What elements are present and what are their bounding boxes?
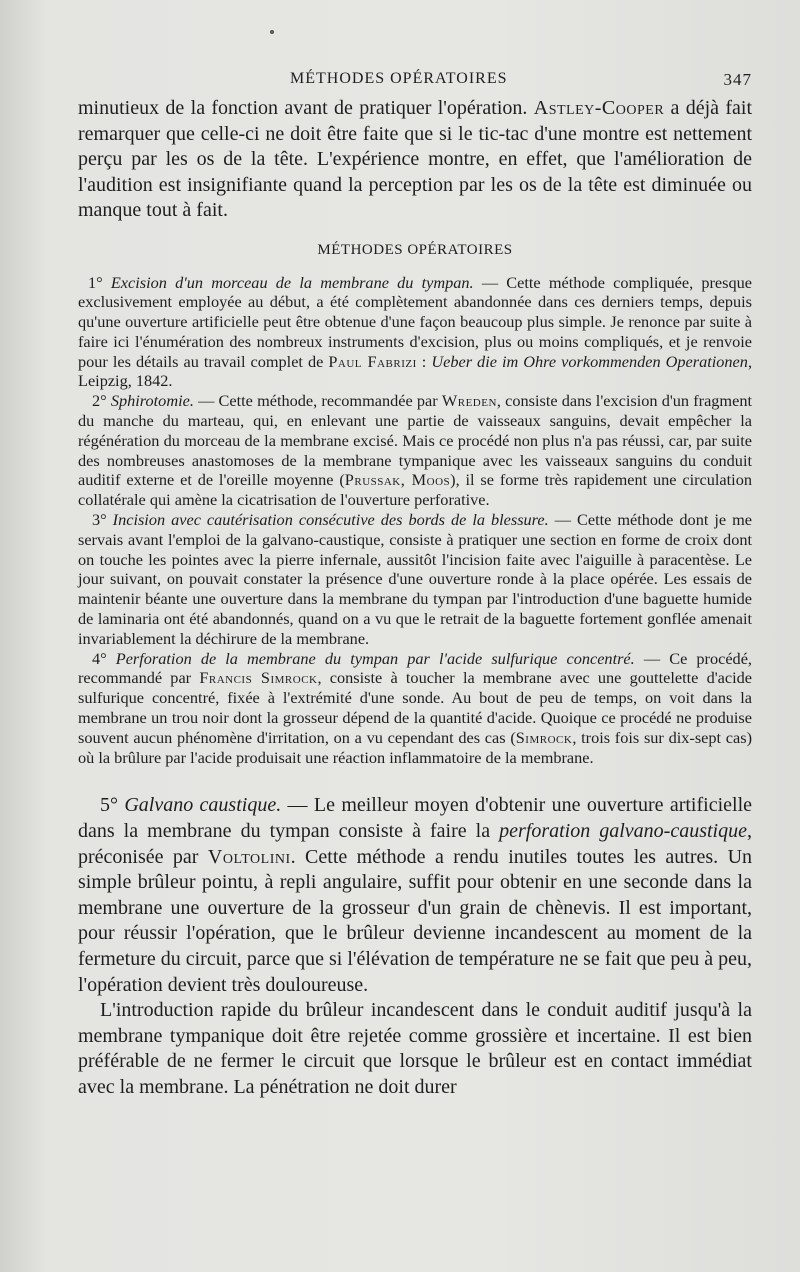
method-number: 5° xyxy=(100,794,125,817)
method-text: . Cette méthode a rendu inutiles toutes les autres. Un simple brûleur pointu, à repli angulaire, suffit pour obtenir en une seconde dans la membrane une ouverture de la grosseur d'un grain de chènevis. Il est important, pour réussir l'opération, que le brûleur devienne incandescent au moment de la fermeture du circuit, parce que si l'élévation de température ne se fait que peu à peu, l'opération devient très douloureuse. xyxy=(78,845,753,996)
method-text: — Ce procédé, recommandé par xyxy=(78,648,752,688)
method-number: 2° xyxy=(92,391,111,411)
author-name: Voltolini xyxy=(207,845,291,868)
final-paragraph: L'introduction rapide du brûleur incandescent dans le conduit auditif jusqu'à la membrane tympanique doit être rejetée comme grossière et incertaine. Il est bien préférable de ne fermer le circuit que lorsque le brûleur est en contact immédiat avec la membrane. La pénétration ne doit durer xyxy=(78,999,752,1098)
method-text: — Cette méthode compliquée, presque exclusivement employée au début, a été complètement abandonnée dans ces derniers temps, depuis qu'une ouverture artificielle peut être obtenue d'une façon beaucoup plus simple. Je renonce par suite à faire ici l'énumération des nombreux instruments d'excision, plus ou moins compliqués, et je renvoie pour les détails au travail complet de xyxy=(78,272,752,371)
methods-list xyxy=(78,273,752,768)
method-text: — Cette méthode dont je me servais avant l'emploi de la galvano-caustique, consiste à pratiquer une section en forme de croix dont on touche les pointes avec la pierre infernale, aussitôt l'incision faite avec l'aiguille à paracentèse. Le jour suivant, on pouvait constater la présence d'une ouverture ronde à la place opérée. Les essais de maintenir béante une ouverture dans la membrane du tympan par l'introduction d'une baguette humide de laminaria ont été abandonnés, quand on a vu que le retrait de la baguette fortement gonflée amenait invariablement la déchirure de la membrane. xyxy=(78,510,752,648)
author-name: Simrock xyxy=(515,727,573,747)
technical-term: perforation galvano-caustique xyxy=(499,820,747,843)
author-name: Prussak, Moos xyxy=(344,470,451,490)
author-name: Astley-Cooper xyxy=(533,97,665,119)
method-text: , préconisée par xyxy=(78,820,752,868)
method-title: Perforation de la membrane du tympan par l'acide sulfurique concentré. xyxy=(115,648,635,668)
author-name: Wreden xyxy=(441,391,497,411)
running-title: MÉTHODES OPÉRATOIRES xyxy=(290,70,508,87)
method-number: 4° xyxy=(92,648,116,668)
intro-text-2: a déjà fait remarquer que celle-ci ne doit être faite que si le tic-tac d'une montre est nettement perçu par les os de la tête. L'expérience montre, en effet, que l'amélioration de l'audition est insignifiante quand la perception par les os de la tête est diminuée ou manque tout à fait. xyxy=(78,97,752,221)
paper-speck xyxy=(270,30,274,34)
method-text: , consiste à toucher la membrane avec une gouttelette d'acide sulfurique concentré, fixée à l'extrémité d'une sonde. Au bout de peu de temps, on voit dans la membrane un trou noir dont la grosseur dépend de la quantité d'acide. Quoique ce procédé ne produise souvent aucun phénomène d'irritation, on a vu cependant des cas ( xyxy=(78,668,752,747)
method-1-paragraph xyxy=(78,273,752,392)
running-head xyxy=(78,66,752,96)
method-text: ), il se forme très rapidement une circulation collatérale qui amène la cicatrisation de l'ouverture perforative. xyxy=(78,470,752,510)
method-number: 1° xyxy=(88,272,111,292)
method-4-paragraph xyxy=(78,649,752,768)
method-text: — Le meilleur moyen d'obtenir une ouverture artificielle dans la membrane du tympan consiste à faire la xyxy=(78,794,753,843)
author-name: Francis Simrock xyxy=(199,668,318,688)
method-title: Galvano caustique. xyxy=(124,794,282,817)
method-text: , trois fois sur dix-sept cas) où la brûlure par l'acide produisait une réaction inflammatoire de la membrane. xyxy=(78,727,752,767)
method-title: Incision avec cautérisation consécutive des bords de la blessure. xyxy=(112,510,549,530)
method-title: Sphirotomie. xyxy=(110,391,194,411)
intro-paragraph xyxy=(78,96,752,224)
galvano-section xyxy=(78,793,752,1100)
intro-text-1: minutieux de la fonction avant de pratiquer l'opération. xyxy=(78,97,534,119)
cited-work-title: Ueber die im Ohre vorkommenden Operationen xyxy=(431,351,748,371)
method-2-paragraph xyxy=(78,391,752,510)
section-title: MÉTHODES OPÉRATOIRES xyxy=(317,241,513,258)
method-3-paragraph xyxy=(78,510,752,649)
method-number: 3° xyxy=(92,510,113,530)
method-text: — Cette méthode, recommandée par xyxy=(193,391,442,411)
method-text: , Leipzig, 1842. xyxy=(78,351,753,391)
galvano-paragraph xyxy=(78,793,752,998)
method-text: : xyxy=(416,351,432,371)
method-text: , consiste dans l'excision d'un fragment du manche du marteau, qui, en enlevant une partie de vaisseaux sanguins, devait empêcher la régénération du morceau de la membrane excisé. Mais ce procédé non plus n'a pas réussi, car, par suite des nombreuses anastomoses de la membrane tympanique avec les vaisseaux sanguins du conduit auditif externe et de l'oreille moyenne ( xyxy=(78,391,752,490)
author-name: Paul Fabrizi xyxy=(328,351,417,371)
page-number: 347 xyxy=(723,70,752,89)
method-title: Excision d'un morceau de la membrane du tympan. xyxy=(110,272,474,292)
